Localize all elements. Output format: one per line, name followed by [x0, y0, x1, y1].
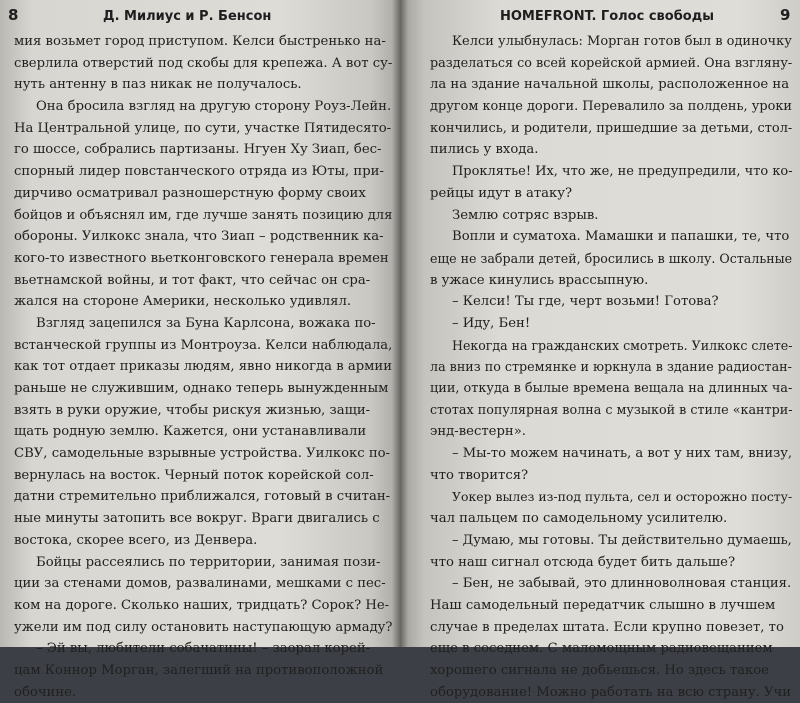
- text-line: Некогда на гражданских смотреть. Уилкокс слете-: [452, 337, 793, 353]
- text-line: На Центральной улице, по сути, участке Пятидесято-: [14, 120, 392, 136]
- text-line: ции, откуда в былые времена вещала на длинных ча-: [430, 381, 793, 396]
- text-line: жался на стороне Америки, несколько удивлял.: [14, 294, 352, 310]
- text-line: хорошего сигнала не добьешься. Но здесь такое: [430, 662, 769, 678]
- text-line: ла вниз по стремянке и юркнула в здание радиостан-: [430, 359, 792, 375]
- text-line: что творится?: [430, 467, 529, 483]
- text-line: пились у входа.: [430, 142, 539, 158]
- text-line: щать родную землю. Кажется, они устанавливали: [14, 424, 367, 440]
- text-line: Взгляд зацепился за Буна Карлсона, вожака по-: [36, 315, 376, 331]
- text-line: цам Коннор Морган, залегший на противоположной: [14, 662, 384, 678]
- text-line: Землю сотряс взрыв.: [452, 207, 599, 223]
- text-line: чал пальцем по самодельному усилителю.: [430, 511, 728, 527]
- text-line: кончились, и родители, пришедшие за детьми, стол-: [430, 120, 793, 136]
- text-line: кого-то известного вьетконговского генерала времен: [14, 250, 389, 266]
- left-page-number: 8: [8, 6, 19, 24]
- text-line: сверлила отверстий под скобы для крепежа. А вот су-: [14, 55, 393, 71]
- text-line: – Иду, Бен!: [452, 315, 531, 331]
- text-line: Проклятье! Их, что же, не предупредили, что ко-: [452, 164, 793, 180]
- text-line: обороны. Уилкокс знала, что Зиап – родственник ка-: [14, 229, 384, 245]
- text-line: спорный лидер повстанческого отряда из Юты, при-: [14, 164, 384, 180]
- text-line: оборудование! Можно работать на всю страну. Учи: [430, 684, 792, 700]
- text-line: случае в пределах штата. Если крупно повезет, то: [430, 619, 784, 635]
- text-line: датни стремительно приближался, готовый в считан-: [14, 489, 391, 505]
- text-line: Вопли и суматоха. Мамашки и папашки, те, что: [452, 229, 790, 245]
- right-page-text: [430, 31, 792, 703]
- right-page-number: 9: [780, 6, 791, 24]
- text-line: вьетнамской войны, и тот факт, что сейчас он сра-: [14, 272, 371, 288]
- text-line: – Эй вы, любители собачатины! – заорал корей-: [36, 641, 371, 657]
- text-line: еще в соседнем. С маломощным радиовещанием: [430, 641, 773, 657]
- text-line: ции за стенами домов, развалинами, мешками с пес-: [14, 576, 386, 592]
- text-line: го шоссе, собрались партизаны. Нгуен Ху Зиап, бес-: [14, 142, 382, 158]
- left-page: [0, 0, 400, 700]
- text-line: стотах популярная волна с музыкой в стиле «кантри-: [430, 402, 793, 418]
- right-page: [400, 0, 800, 700]
- text-line: – Думаю, мы готовы. Ты действительно думаешь,: [452, 532, 792, 548]
- text-line: Уокер вылез из-под пульта, сел и осторожно посту-: [452, 489, 793, 505]
- text-line: что наш сигнал отсюда будет бить дальше?: [430, 554, 736, 570]
- text-line: Бойцы рассеялись по территории, занимая пози-: [36, 554, 381, 570]
- text-line: нуть антенну в паз никак не получалось.: [14, 77, 302, 93]
- text-line: раньше не служившим, однако теперь вынужденным: [14, 381, 389, 396]
- text-line: мия возьмет город приступом. Келси быстренько на-: [14, 34, 386, 49]
- text-line: рейцы идут в атаку?: [430, 185, 573, 201]
- left-running-header: Д. Милиус и Р. Бенсон: [103, 9, 272, 24]
- text-line: ла на здание начальной школы, расположенное на: [430, 77, 790, 93]
- text-line: Келси улыбнулась: Морган готов был в одиночку: [452, 34, 792, 49]
- text-line: в ужасе кинулись врассыпную.: [430, 272, 649, 288]
- text-line: – Мы-то можем начинать, а вот у них там, внизу,: [452, 446, 793, 462]
- text-line: обочине.: [14, 684, 77, 700]
- text-line: встанческой группы из Монтроуза. Келси наблюдала,: [14, 337, 393, 353]
- text-line: ужели им под силу остановить наступающую армаду?: [14, 619, 393, 635]
- text-line: взять в руки оружие, чтобы рискуя жизнью, защи-: [14, 402, 371, 418]
- text-line: вернулась на восток. Черный поток корейской сол-: [14, 467, 374, 483]
- text-line: Она бросила взгляд на другую сторону Роуз-Лейн.: [36, 99, 392, 115]
- text-line: СВУ, самодельные взрывные устройства. Уилкокс по-: [14, 446, 391, 462]
- text-line: ные минуты затопить все вокруг. Враги двигались с: [14, 511, 380, 527]
- book-gutter: [392, 0, 408, 647]
- text-line: – Келси! Ты где, черт возьми! Готова?: [452, 294, 719, 310]
- text-line: энд-вестерн».: [430, 424, 526, 440]
- text-line: разделаться со всей корейской армией. Она взгляну-: [430, 55, 793, 71]
- text-line: востока, скорее всего, из Денвера.: [14, 532, 258, 548]
- text-line: бойцов и объяснял им, где лучше занять позицию для: [14, 207, 393, 223]
- text-line: дирчиво осматривал разношерстную форму своих: [14, 185, 366, 201]
- text-line: другом конце дороги. Перевалило за полдень, уроки: [430, 99, 793, 115]
- text-line: как тот отдает приказы людям, явно никогда в армии: [14, 359, 392, 375]
- text-line: – Бен, не забывай, это длинноволновая станция.: [452, 576, 792, 592]
- text-line: ком на дороге. Сколько наших, тридцать? Сорок? Не-: [14, 597, 390, 613]
- right-running-header: HOMEFRONT. Голос свободы: [500, 9, 714, 24]
- text-line: Наш самодельный передатчик слышно в лучшем: [430, 597, 776, 613]
- text-line: еще не забрали детей, бросились в школу. Остальные: [430, 250, 793, 266]
- left-page-text: [14, 31, 392, 703]
